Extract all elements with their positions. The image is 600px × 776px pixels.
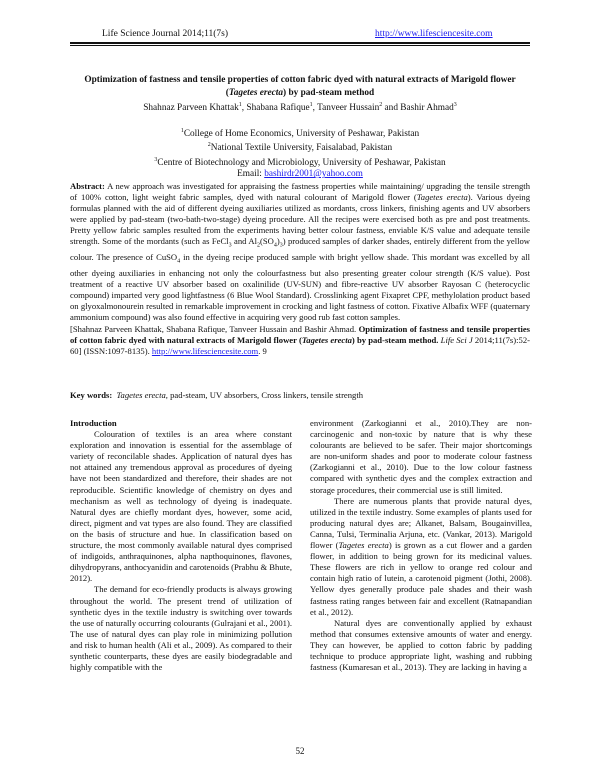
abstract: Abstract: A new approach was investigated for appraising the fastness properties while maintaining/ upgrading the tensile strength of 100% cotton, light weight fabric samples, dyed with natural colourant of Marigold flower (Tagetes erecta). Various dyeing formulas planned with the aid of different dyeing auxiliaries utilized as mordants, cross linkers, finishing agents and UV absorbers were applied by pad-steam (two-bath-two-stage) dyeing procedure. All the recipes were exercised both as pre and post treatments. Pretty yellow fabric samples resulted from the experiments having better colour fastness, enviable K/S value and adequate tensile strength. Some of the mordants (such as FeCl$_3$ and $Al_2(SO_4)_3$) produced samples of darker shades, entirely different from the yellow colour. The presence of CuSO$_4$ in the dyeing recipe produced sample with bright yellow shade. This mordant was excelled by all other dyeing auxiliaries in enhancing not only the colourfastness but also presenting greater colour strength (K/S value). Post treatment of a reactive UV absorber based on oxalinilide (UV-SUN) and fibre-reactive UV absorber Rayosan C (heterocyclic compound) imparted very good lightfastness (6 Blue Wool Standard). Crosslinking agent Fixapret CPF, methylolation product based on glyoxalmonourein resulted in remarkable improvement in crocking and light fastness of cotton. Fixative Albafix WFF (quaternary ammonium compound) was also found effective in acquiring very good rub fast cotton samples. [Shahnaz Parveen Khattak, Shabana Rafique, Tanveer Hussain and Bashir Ahmad. Optimization of fastness and tensile properties of cotton fabric dyed with natural extracts of Marigold flower (Tagetes erecta) by pad-steam method. Life Sci J 2014;11(7s):52-60] (ISSN:1097-8135). http://www.lifesciencesite.com. 9 [70, 181, 531, 356]
page-number: 52 [295, 746, 305, 756]
author-list: Shahnaz Parveen Khattak$^1$, Shabana Rafique$^1$, Tanveer Hussain$^2$ and Bashir Ahmad$^3$ [143, 102, 457, 114]
journal-url-link[interactable]: http://www.lifesciencesite.com [375, 29, 493, 39]
affiliations [62, 126, 538, 180]
left-column [70, 418, 292, 673]
affiliation: $^1$College of Home Economics, University of Peshawar, Pakistan [180, 128, 420, 140]
paragraph: Colouration of textiles is an area where constant exploration and innovation is essential for the assemblage of variety of reconcilable shades. Application of natural dyes has not attained any tremendous approval as procedures of dyeing have not been standardized and therefore, their shades are not reproducible. Scientific knowledge of chemistry on dyes and mechanism as well as technology of dyeing is inadequate. Natural dyes are chiefly mordant dyes, however, some acid, direct, pigment and vat types are also found. They are classified on the basis of structure and hue. In classification based on structure, the most commonly available natural dyes comprised of indigoids, anthraquinones, alpha napthoquinones, flavones, dihydropyrans, anthocyanidin and carotenoids (Prabhu & Bhute, 2012). [70, 429, 292, 584]
affiliation: $^2$National Textile University, Faisalabad, Pakistan [207, 142, 393, 154]
citation-url-link[interactable]: http://www.lifesciencesite.com [151, 345, 259, 356]
keywords: Key words: Tagetes erecta, pad-steam, UV absorbers, Cross linkers, tensile strength [70, 390, 364, 400]
paragraph: The demand for eco-friendly products is always growing throughout the world. The present trend of utilization of synthetic dyes in the textile industry is switching over towards the use of naturally occurring colourants (Gulrajani et al., 2001). The use of natural dyes can play role in minimizing pollution and risk to human health (Ali et al., 2009). As compared to their synthetic counterparts, these dyes are easily biodegradable and highly compatible with the [70, 584, 292, 673]
paragraph: environment (Zarkogianni et al., 2010).They are non-carcinogenic and non-toxic by nature that is why these colourants are believed to be safer. Their major shortcomings are non-uniform shades and poor to moderate colour fastness (Zarkogianni et al., 2010). Due to the low colour fastness compared with synthetic dyes and the complex extraction and storage procedures, their commercial use is still limited. [310, 418, 532, 495]
email-line: Email: bashirdr2001@yahoo.com [237, 169, 363, 180]
journal-header: Life Science Journal 2014;11(7s) [102, 29, 229, 39]
email-link[interactable]: bashirdr2001@yahoo.com [264, 169, 363, 180]
right-column [310, 418, 532, 673]
paper-title: Optimization of fastness and tensile properties of cotton fabric dyed with natural extracts of Marigold flower (Tagetes erecta) by pad-steam method [84, 75, 516, 98]
paragraph: There are numerous plants that provide natural dyes, utilized in the textile industry. Some examples of plants used for producing natural dyes are; Alkanet, Balsam, Bougainvillea, Canna, Tulsi, Terminalia Arjuna, etc. (Vankar, 2013). Marigold flower (Tagetes erecta) is grown as a cut flower and a garden flower, in addition to being grown for its medicinal values. These flowers are rich in yellow to orange red colour and contain high ratio of lutein, a carotenoid pigment (Jothi, 2008). Yellow dyes generally produce pale shades and their wash fastness rating ranges between fair and excellent (Ratnapandian et al., 2012). [310, 495, 532, 617]
section-heading: Introduction [70, 418, 117, 428]
affiliation: $^3$Centre of Biotechnology and Microbiology, University of Peshawar, Pakistan [154, 156, 446, 168]
citation: [Shahnaz Parveen Khattak, Shabana Rafique, Tanveer Hussain and Bashir Ahmad. Optimization of fastness and tensile properties of cotton fabric dyed with natural extracts of Marigold flower (Tagetes erecta) by pad-steam method. Life Sci J 2014;11(7s):52-60] (ISSN:1097-8135). http://www.lifesciencesite.com. 9 [70, 323, 530, 356]
header-rule [70, 42, 530, 44]
header-rule-thin [70, 45, 530, 46]
paragraph: Natural dyes are conventionally applied by exhaust method that consumes extensive amounts of water and energy. They can however, be applied to cotton fabric by padding technique to produce appropriate light, washing and rubbing fastness (Kumaresan et al., 2013). They are lacking in having a [310, 617, 532, 673]
